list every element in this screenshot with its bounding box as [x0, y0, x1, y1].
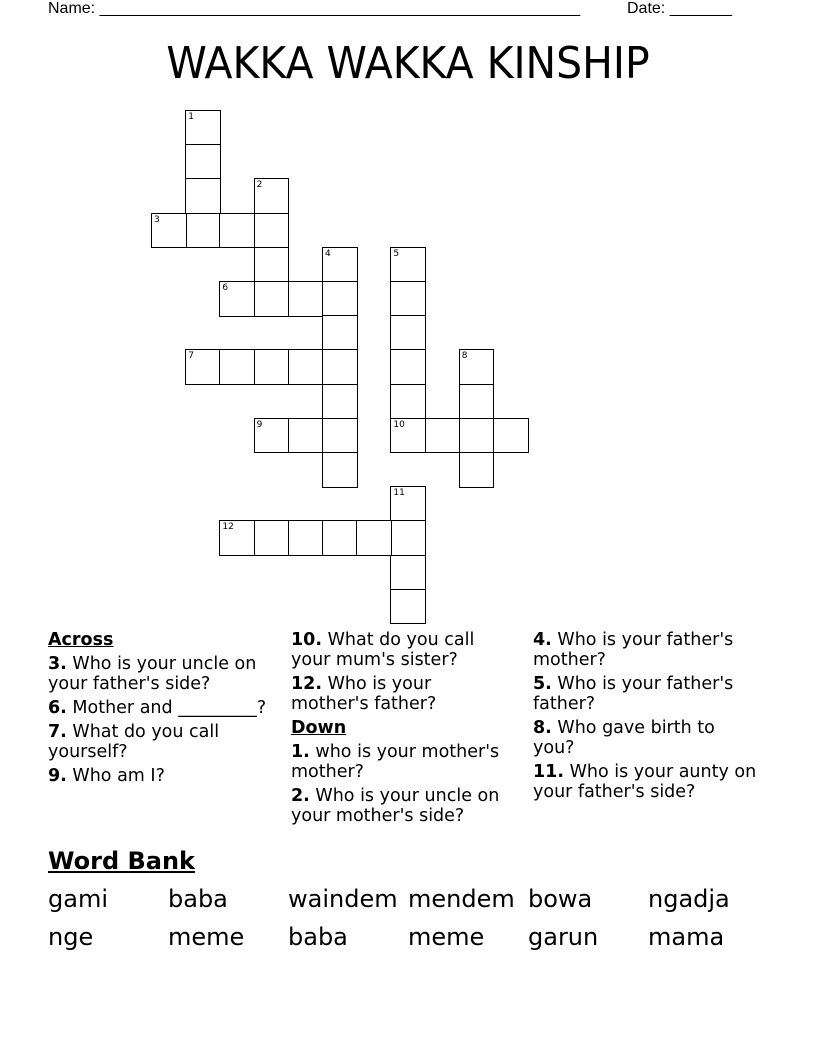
crossword-cell[interactable] — [185, 110, 221, 146]
crossword-cell[interactable] — [254, 349, 290, 385]
crossword-cell[interactable] — [219, 520, 255, 556]
crossword-cell[interactable] — [219, 281, 255, 317]
crossword-cell[interactable] — [459, 349, 495, 385]
crossword-cell[interactable] — [459, 384, 495, 420]
clue-number: 1 — [188, 112, 194, 122]
down-heading: Down — [291, 718, 347, 738]
crossword-cell[interactable] — [219, 213, 255, 249]
clue-across-6: 6. Mother and _________? — [48, 698, 267, 718]
page-title: WAKKA WAKKA KINSHIP — [166, 38, 650, 89]
crossword-cell[interactable] — [254, 418, 290, 454]
crossword-cell[interactable] — [288, 418, 324, 454]
clue-across-12: 12. Who is your mother's father? — [291, 674, 437, 714]
word-bank-title: Word Bank — [48, 847, 196, 875]
crossword-cell[interactable] — [254, 247, 290, 283]
crossword-cell[interactable] — [356, 520, 392, 556]
crossword-cell[interactable] — [322, 315, 358, 351]
clue-down-5: 5. Who is your father's father? — [533, 674, 734, 714]
clue-down-2: 2. Who is your uncle on your mother's side? — [291, 786, 500, 826]
clue-number: 7 — [188, 351, 194, 362]
clue-number: 4 — [325, 248, 331, 259]
crossword-cell[interactable] — [459, 452, 495, 488]
clue-number: 2 — [256, 180, 263, 191]
crossword-cell[interactable] — [151, 213, 187, 249]
crossword-cell[interactable] — [390, 555, 426, 591]
crossword-cell[interactable] — [390, 384, 426, 420]
word-bank-word: meme — [168, 923, 245, 951]
crossword-cell[interactable] — [390, 315, 426, 351]
word-bank-word: garun — [528, 923, 599, 951]
crossword-cell[interactable] — [390, 520, 426, 556]
crossword-cell[interactable] — [390, 281, 426, 317]
crossword-cell[interactable] — [322, 384, 358, 420]
clue-down-4: 4. Who is your father's mother? — [533, 630, 734, 670]
word-bank-word: waindem — [288, 885, 398, 913]
word-bank-word: bowa — [528, 885, 593, 913]
crossword-cell[interactable] — [288, 349, 324, 385]
clue-column-2 — [291, 630, 506, 830]
crossword-cell[interactable] — [288, 520, 324, 556]
name-field-label: Name: ______________________________________________________ — [48, 0, 581, 17]
clue-number: 5 — [393, 248, 400, 259]
crossword-cell[interactable] — [322, 452, 358, 488]
word-bank-word: nge — [48, 923, 94, 951]
clue-number: 3 — [154, 214, 160, 225]
crossword-cell[interactable] — [390, 589, 426, 625]
crossword-cell[interactable] — [493, 418, 529, 454]
crossword-cell[interactable] — [390, 486, 426, 522]
crossword-cell[interactable] — [425, 418, 461, 454]
crossword-cell[interactable] — [254, 281, 290, 317]
crossword-cell[interactable] — [185, 349, 221, 385]
date-field-label: Date: _______ — [627, 0, 732, 17]
crossword-cell[interactable] — [288, 281, 324, 317]
clue-down-1: 1. who is your mother's mother? — [291, 742, 500, 782]
crossword-cell[interactable] — [459, 418, 495, 454]
clue-number: 9 — [256, 419, 263, 430]
crossword-cell[interactable] — [322, 520, 358, 556]
crossword-cell[interactable] — [185, 144, 221, 180]
crossword-cell[interactable] — [254, 213, 290, 249]
crossword-cell[interactable] — [390, 247, 426, 283]
clue-number: 8 — [461, 351, 468, 362]
clue-across-9: 9. Who am I? — [48, 766, 165, 786]
clue-number: 10 — [393, 419, 405, 430]
crossword-cell[interactable] — [322, 247, 358, 283]
crossword-cell[interactable] — [390, 349, 426, 385]
crossword-cell[interactable] — [254, 178, 290, 214]
clue-column-1 — [48, 630, 278, 790]
clue-number: 12 — [222, 522, 234, 533]
word-bank-word: meme — [408, 923, 485, 951]
word-bank-word: baba — [168, 885, 228, 913]
clue-down-8: 8. Who gave birth to you? — [533, 718, 715, 758]
clue-column-3 — [533, 630, 758, 806]
crossword-cell[interactable] — [322, 418, 358, 454]
clue-across-10: 10. What do you call your mum's sister? — [291, 630, 475, 670]
clue-across-3: 3. Who is your uncle on your father's side? — [48, 654, 257, 694]
clue-down-11: 11. Who is your aunty on your father's side? — [533, 762, 757, 802]
clue-number: 11 — [393, 488, 405, 499]
clue-across-7: 7. What do you call yourself? — [48, 722, 220, 762]
crossword-cell[interactable] — [322, 281, 358, 317]
word-bank-word: mendem — [408, 885, 515, 913]
word-bank-word: gami — [48, 885, 108, 913]
word-bank-word: mama — [648, 923, 725, 951]
crossword-cell[interactable] — [254, 520, 290, 556]
crossword-cell[interactable] — [390, 418, 426, 454]
word-bank-word: baba — [288, 923, 348, 951]
crossword-cell[interactable] — [185, 178, 221, 214]
across-heading: Across — [48, 630, 114, 650]
crossword-cell[interactable] — [219, 349, 255, 385]
word-bank-word: ngadja — [648, 885, 730, 913]
crossword-cell[interactable] — [322, 349, 358, 385]
crossword-cell[interactable] — [185, 213, 221, 249]
clue-number: 6 — [222, 283, 229, 293]
